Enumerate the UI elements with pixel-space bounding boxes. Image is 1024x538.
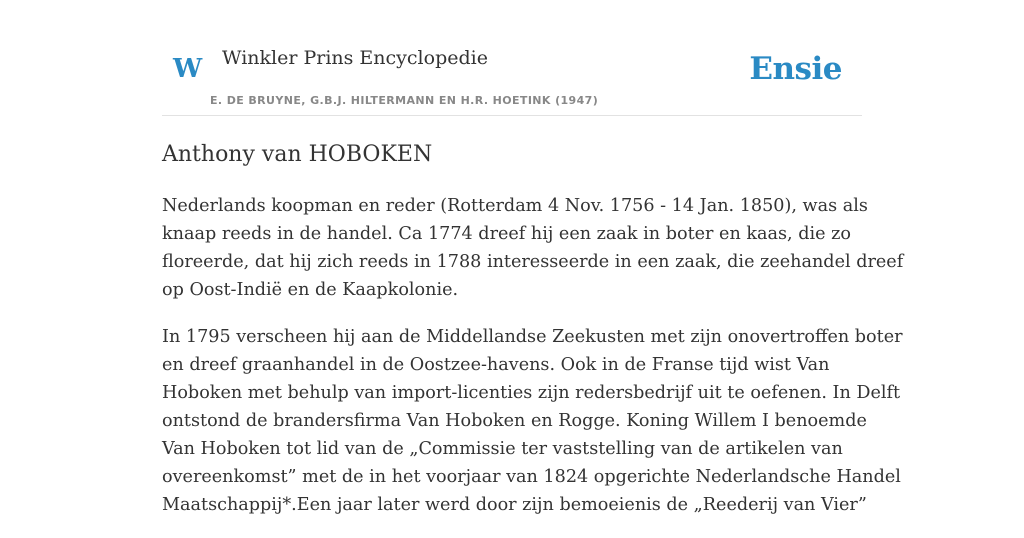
article-title: Anthony van HOBOKEN [162,142,433,167]
paragraph-line: In 1795 verscheen hij aan de Middellandse Zeekusten met zijn onovertroffen boter [162,327,903,347]
ensie-logo-link[interactable]: Ensie [749,51,842,87]
paragraph-line: ontstond de brandersfirma Van Hoboken en Rogge. Koning Willem I benoemde [162,411,867,431]
page [162,0,904,515]
source-authors: E. DE BRUYNE, G.B.J. HILTERMANN EN H.R. HOETINK (1947) [210,94,599,107]
paragraph-line: op Oost-Indië en de Kaapkolonie. [162,280,459,300]
source-title-link[interactable]: Winkler Prins Encyclopedie [222,47,488,69]
paragraph-line: Maatschappij*.Een jaar later werd door zijn bemoeienis de „Reederij van Vier” [162,495,867,515]
paragraph-1 [162,192,904,304]
paragraph-line: floreerde, dat hij zich reeds in 1788 interesseerde in een zaak, die zeehandel dreef [162,252,904,272]
paragraph-2 [162,323,903,519]
source-header [162,0,862,116]
paragraph-line: knaap reeds in de handel. Ca 1774 dreef hij een zaak in boter en kaas, die zo [162,224,851,244]
paragraph-line: Van Hoboken tot lid van de „Commissie ter vaststelling van de artikelen van [162,439,843,459]
paragraph-line: Hoboken met behulp van import-licenties zijn redersbedrijf uit te oefenen. In Delft [162,383,901,403]
paragraph-line: en dreef graanhandel in de Oostzee-havens. Ook in de Franse tijd wist Van [162,355,830,375]
source-logo[interactable]: W [173,54,203,84]
paragraph-line: overeenkomst” met de in het voorjaar van 1824 opgerichte Nederlandsche Handel [162,467,901,487]
article-body [162,192,904,538]
paragraph-line: Nederlands koopman en reder (Rotterdam 4 Nov. 1756 - 14 Jan. 1850), was als [162,196,868,216]
